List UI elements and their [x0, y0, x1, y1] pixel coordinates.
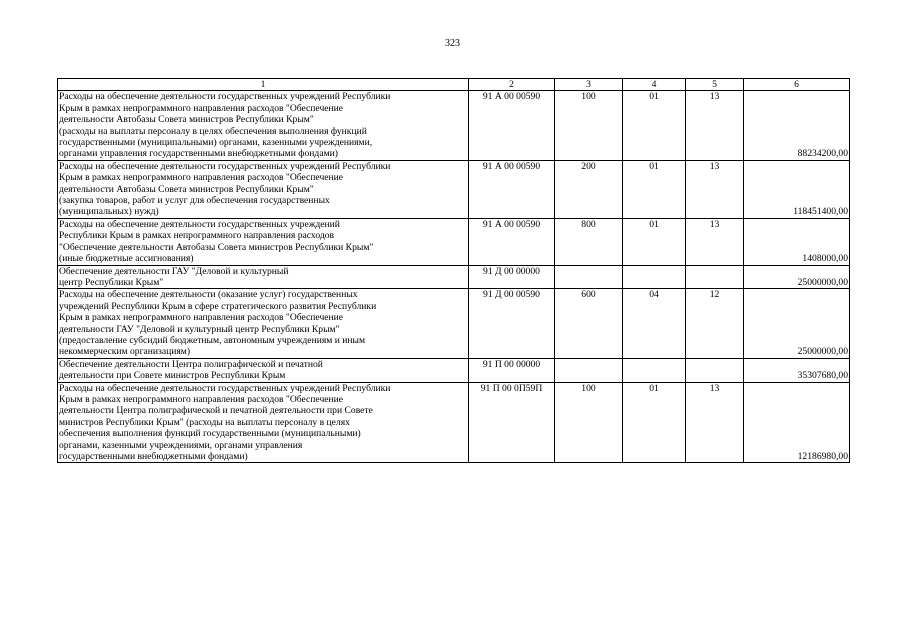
description-line: Республики Крым в рамках непрограммного направления расходов	[59, 230, 335, 242]
row-amount: 118451400,00	[744, 160, 850, 218]
row-section: 01	[623, 382, 686, 463]
row-expense-type: 800	[555, 218, 623, 265]
row-subsection: 13	[686, 160, 744, 218]
row-section	[623, 265, 686, 289]
description-line: Крым в рамках непрограммного направления расходов "Обеспечение	[59, 172, 344, 184]
header-cell-1: 1	[58, 79, 469, 91]
row-subsection	[686, 265, 744, 289]
row-target-code: 91 Д 00 00590	[469, 289, 555, 358]
row-description	[58, 160, 469, 218]
row-amount: 1408000,00	[744, 218, 850, 265]
table-row	[58, 265, 850, 289]
description-line: Крым в рамках непрограммного направления расходов "Обеспечение	[59, 393, 344, 405]
description-line: Расходы на обеспечение деятельности государственных учреждений Республики	[59, 91, 391, 103]
description-line: органами, казенными учреждениями, органами управления	[59, 439, 303, 451]
row-subsection: 13	[686, 91, 744, 160]
row-target-code: 91 А 00 00590	[469, 91, 555, 160]
row-expense-type	[555, 358, 623, 382]
description-line: деятельности Автобазы Совета министров Республики Крым"	[59, 114, 314, 126]
header-cell-2: 2	[469, 79, 555, 91]
row-expense-type: 100	[555, 91, 623, 160]
header-cell-3: 3	[555, 79, 623, 91]
page-number: 323	[445, 38, 460, 49]
description-line: Крым в рамках непрограммного направления расходов "Обеспечение	[59, 102, 344, 114]
description-line: Расходы на обеспечение деятельности (оказание услуг) государственных	[59, 289, 358, 301]
description-line: деятельности при Совете министров Республики Крым	[59, 370, 286, 382]
row-description	[58, 265, 469, 289]
description-line: государственными (муниципальными) органами, казенными учреждениями,	[59, 137, 373, 149]
header-cell-6: 6	[744, 79, 850, 91]
row-expense-type: 200	[555, 160, 623, 218]
row-section: 01	[623, 91, 686, 160]
row-subsection: 13	[686, 382, 744, 463]
description-line: деятельности Автобазы Совета министров Республики Крым"	[59, 183, 314, 195]
row-subsection: 13	[686, 218, 744, 265]
table-row	[58, 358, 850, 382]
description-line: (иные бюджетные ассигнования)	[59, 253, 194, 265]
row-target-code: 91 П 00 00000	[469, 358, 555, 382]
row-description	[58, 358, 469, 382]
row-expense-type	[555, 265, 623, 289]
budget-table	[57, 78, 850, 463]
description-line: Расходы на обеспечение деятельности государственных учреждений	[59, 218, 340, 230]
table-row	[58, 382, 850, 463]
row-description	[58, 91, 469, 160]
table-row	[58, 91, 850, 160]
row-expense-type: 600	[555, 289, 623, 358]
row-amount: 88234200,00	[744, 91, 850, 160]
row-target-code: 91 А 00 00590	[469, 218, 555, 265]
row-description	[58, 218, 469, 265]
description-line: (предоставление субсидий бюджетным, автономным учреждениям и иным	[59, 334, 366, 346]
description-line: некоммерческим организациям)	[59, 346, 191, 358]
description-line: обеспечения выполнения функций государственными (муниципальными)	[59, 428, 361, 440]
row-amount: 35307680,00	[744, 358, 850, 382]
description-line: государственными внебюджетными фондами)	[59, 451, 248, 462]
row-target-code: 91 А 00 00590	[469, 160, 555, 218]
table-row	[58, 160, 850, 218]
description-line: деятельности Центра полиграфической и печатной деятельности при Совете	[59, 405, 373, 417]
row-target-code: 91 Д 00 00000	[469, 265, 555, 289]
description-line: учреждений Республики Крым в сфере стратегического развития Республики	[59, 300, 377, 312]
header-cell-5: 5	[686, 79, 744, 91]
row-target-code: 91 П 00 0П59П	[469, 382, 555, 463]
row-description	[58, 382, 469, 463]
row-section: 04	[623, 289, 686, 358]
description-line: деятельности ГАУ "Деловой и культурный центр Республики Крым"	[59, 323, 340, 335]
row-amount: 12186980,00	[744, 382, 850, 463]
description-line: Расходы на обеспечение деятельности государственных учреждений Республики	[59, 382, 391, 394]
description-line: (расходы на выплаты персоналу в целях обеспечения выполнения функций	[59, 125, 367, 137]
description-line: центр Республики Крым"	[59, 276, 164, 288]
description-line: министров Республики Крым" (расходы на выплаты персоналу в целях	[59, 416, 350, 428]
row-amount: 25000000,00	[744, 265, 850, 289]
description-line: Крым в рамках непрограммного направления расходов "Обеспечение	[59, 312, 344, 324]
header-cell-4: 4	[623, 79, 686, 91]
description-line: Обеспечение деятельности Центра полиграфической и печатной	[59, 358, 323, 370]
row-subsection	[686, 358, 744, 382]
row-subsection: 12	[686, 289, 744, 358]
description-line: органами управления государственными внебюджетными фондами)	[59, 148, 338, 160]
row-expense-type: 100	[555, 382, 623, 463]
description-line: Расходы на обеспечение деятельности государственных учреждений Республики	[59, 160, 391, 172]
description-line: (закупка товаров, работ и услуг для обеспечения государственных	[59, 195, 330, 207]
row-description	[58, 289, 469, 358]
row-section	[623, 358, 686, 382]
row-section: 01	[623, 218, 686, 265]
description-line: (муниципальных) нужд)	[59, 206, 159, 218]
description-line: Обеспечение деятельности ГАУ "Деловой и культурный	[59, 265, 289, 277]
row-amount: 25000000,00	[744, 289, 850, 358]
row-section: 01	[623, 160, 686, 218]
table-row	[58, 289, 850, 358]
table-header-row	[58, 79, 850, 91]
description-line: "Обеспечение деятельности Автобазы Совета министров Республики Крым"	[59, 241, 374, 253]
table-row	[58, 218, 850, 265]
